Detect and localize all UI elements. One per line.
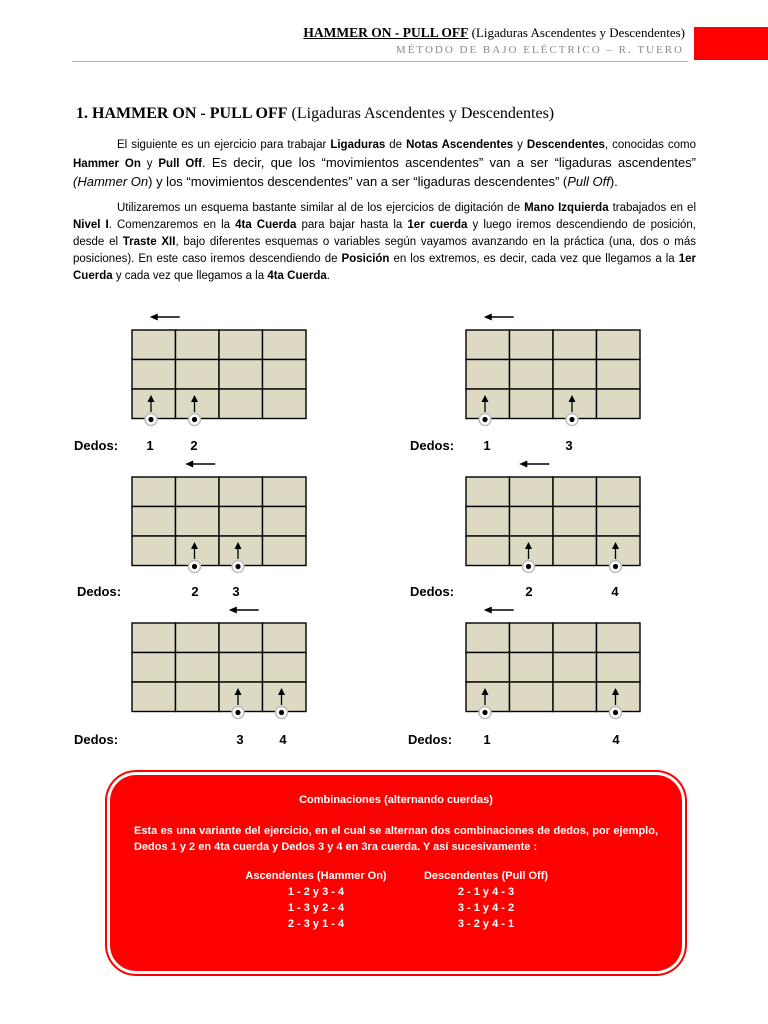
p1-bold-2: Notas Ascendentes [406,139,514,151]
method-paragraph [73,200,696,285]
dedos-label-2: Dedos: [410,438,455,453]
fret-cell [219,389,263,419]
fret-cell [132,330,176,360]
fret-cell [132,360,176,390]
finger-number: 1 [483,438,491,453]
fret-cell [219,330,263,360]
finger-dot [569,417,574,422]
header-title [200,25,685,41]
fret-cell [263,360,307,390]
descending-item: 3 - 2 y 4 - 1 [457,918,515,930]
p2-text-1: Utilizaremos un esquema bastante similar al de los ejercicios de digitación de [117,202,525,214]
p1-text-6: . Es decir, que los “movimientos ascendentes” van a ser “ligaduras ascendentes” [201,155,697,170]
fret-cell [466,653,510,683]
left-arrow-head [484,314,492,321]
p1-bold-4: Hammer On [73,158,141,170]
header-title-rest: (Ligaduras Ascendentes y Descendentes) [468,25,685,40]
ascending-item: 1 - 3 y 2 - 4 [287,902,345,914]
fret-cell [132,507,176,537]
p1-italic-2: Pull Off [567,174,610,189]
fret-cell [176,623,220,653]
header-rule [72,61,688,62]
p2-text-5: y luego iremos descendiendo de posición, desde el [73,219,697,248]
fret-diagram-6 [452,597,652,723]
finger-number: 4 [279,732,287,747]
p2-bold-3: 4ta Cuerda [235,219,297,231]
p2-bold-2: Nivel I [73,219,109,231]
fret-cell [597,507,641,537]
fret-cell [132,477,176,507]
fret-cell [263,653,307,683]
fret-cell [219,507,263,537]
fret-cell [466,360,510,390]
descending-header: Descendentes (Pull Off) [423,870,549,882]
fret-cell [553,682,597,712]
fret-cell [553,653,597,683]
fret-diagram-3 [118,451,318,577]
fret-cell [510,653,554,683]
combinations-text: Esta es una variante del ejercicio, en el cual se alternan dos combinaciones de dedos, por ejemplo, Dedos 1 y 2 en 4ta cuerda y Dedos 3 y 4 en 3ra cuerda. Y así sucesivamente : [134,825,658,853]
fret-cell [553,623,597,653]
fret-cell [597,653,641,683]
fret-cell [263,330,307,360]
dedos-label-5: Dedos: [74,732,119,747]
finger-dot [192,417,197,422]
header-title-bold: HAMMER ON - PULL OFF [303,25,469,40]
fret-cell [176,507,220,537]
p1-text-4: , conocidas como [604,139,696,151]
p2-bold-7: 1er Cuerda [73,253,696,282]
p2-bold-1: Mano Izquierda [524,202,609,214]
finger-dot [192,564,197,569]
fret-cell [263,623,307,653]
fret-cell [466,623,510,653]
fret-cell [132,536,176,566]
finger-dot [279,710,284,715]
fret-cell [263,389,307,419]
p2-text-7: en los extremos, es decir, cada vez que llegamos a la [389,253,679,265]
fret-diagram-2 [452,304,652,430]
p1-bold-5: Pull Off [158,158,202,170]
fret-cell [510,330,554,360]
p2-text-9: . [326,270,330,282]
fret-diagram-5 [118,597,318,723]
fret-cell [263,507,307,537]
fret-cell [553,536,597,566]
fret-cell [510,623,554,653]
finger-dot [613,710,618,715]
section-title-bold: 1. HAMMER ON - PULL OFF [76,105,288,122]
finger-dot [235,564,240,569]
combinations-title: Combinaciones (alternando cuerdas) [299,794,493,806]
finger-number: 1 [483,732,491,747]
finger-number: 2 [525,584,533,599]
left-arrow-head [150,314,158,321]
fret-cell [176,653,220,683]
finger-dot [235,710,240,715]
p1-text-7: ) y los “movimientos descendentes” van a ser “ligaduras descendentes” ( [148,174,568,189]
left-arrow-head [185,461,193,468]
p2-bold-6: Posición [341,253,390,265]
finger-dot [482,417,487,422]
fret-cell [132,682,176,712]
fret-diagram-4 [452,451,652,577]
fret-cell [176,682,220,712]
fret-cell [466,330,510,360]
finger-number: 2 [190,438,198,453]
fret-cell [132,623,176,653]
ascending-header: Ascendentes (Hammer On) [245,870,387,882]
p1-bold-3: Descendentes [526,139,605,151]
p2-text-6: , bajo diferentes esquemas o variables según vayamos avanzando en la práctica (una, dos o más posiciones). En este caso iremos descendiendo de [73,236,696,265]
fret-cell [597,623,641,653]
p1-bold-1: Ligaduras [330,139,386,151]
p1-text-5: y [140,158,159,170]
fret-cell [466,536,510,566]
fret-cell [219,360,263,390]
finger-number: 4 [611,584,619,599]
p1-text-3: y [513,139,527,151]
descending-item: 2 - 1 y 4 - 3 [457,886,515,898]
fret-cell [176,477,220,507]
fret-cell [176,360,220,390]
fret-cell [263,477,307,507]
fret-cell [553,477,597,507]
left-arrow-head [229,607,237,614]
fret-cell [510,507,554,537]
dedos-label-1: Dedos: [74,438,119,453]
fret-cell [597,389,641,419]
fret-cell [219,653,263,683]
header-red-block [694,27,768,60]
fret-cell [219,623,263,653]
finger-number: 3 [232,584,240,599]
finger-number: 2 [191,584,199,599]
fret-diagram-1 [118,304,318,430]
p2-text-3: . Comenzaremos en la [108,219,236,231]
fret-cell [553,360,597,390]
descending-column [406,868,566,932]
finger-dot [482,710,487,715]
finger-dot [526,564,531,569]
fret-cell [597,477,641,507]
fret-cell [510,360,554,390]
left-arrow-head [519,461,527,468]
fret-cell [466,477,510,507]
p2-bold-4: 1er cuerda [407,219,468,231]
dedos-label-3: Dedos: [77,584,122,599]
p2-text-8: y cada vez que llegamos a la [112,270,268,282]
p2-bold-5: Traste XII [122,236,176,248]
fret-cell [597,360,641,390]
ascending-column [236,868,396,932]
descending-item: 3 - 1 y 4 - 2 [457,902,515,914]
finger-number: 3 [236,732,244,747]
finger-number: 3 [565,438,573,453]
ascending-item: 1 - 2 y 3 - 4 [287,886,345,898]
finger-number: 1 [146,438,154,453]
header-subtitle: MÉTODO DE BAJO ELÉCTRICO – R. TUERO [395,44,684,56]
ascending-item: 2 - 3 y 1 - 4 [287,918,345,930]
p1-italic-1: (Hammer On [73,174,149,189]
fret-cell [219,477,263,507]
p1-text-8: ). [609,174,618,189]
p2-text-2: trabajados en el [608,202,696,214]
dedos-label-6: Dedos: [408,732,453,747]
p2-text-4: para bajar hasta la [296,219,408,231]
left-arrow-head [484,607,492,614]
fret-cell [597,330,641,360]
finger-number: 4 [612,732,620,747]
fret-cell [510,682,554,712]
fret-cell [553,330,597,360]
section-title-rest: (Ligaduras Ascendentes y Descendentes) [287,105,555,122]
fret-cell [510,477,554,507]
intro-paragraph [73,137,696,192]
finger-dot [613,564,618,569]
p1-text-1: El siguiente es un ejercicio para trabajar [117,139,331,151]
fret-cell [132,653,176,683]
fret-cell [176,330,220,360]
combinations-box [110,775,682,971]
p1-text-2: de [385,139,407,151]
dedos-label-4: Dedos: [410,584,455,599]
finger-dot [148,417,153,422]
section-title [76,105,554,123]
fret-cell [263,536,307,566]
fret-cell [553,507,597,537]
p2-bold-8: 4ta Cuerda [267,270,327,282]
fret-cell [510,389,554,419]
fret-cell [466,507,510,537]
